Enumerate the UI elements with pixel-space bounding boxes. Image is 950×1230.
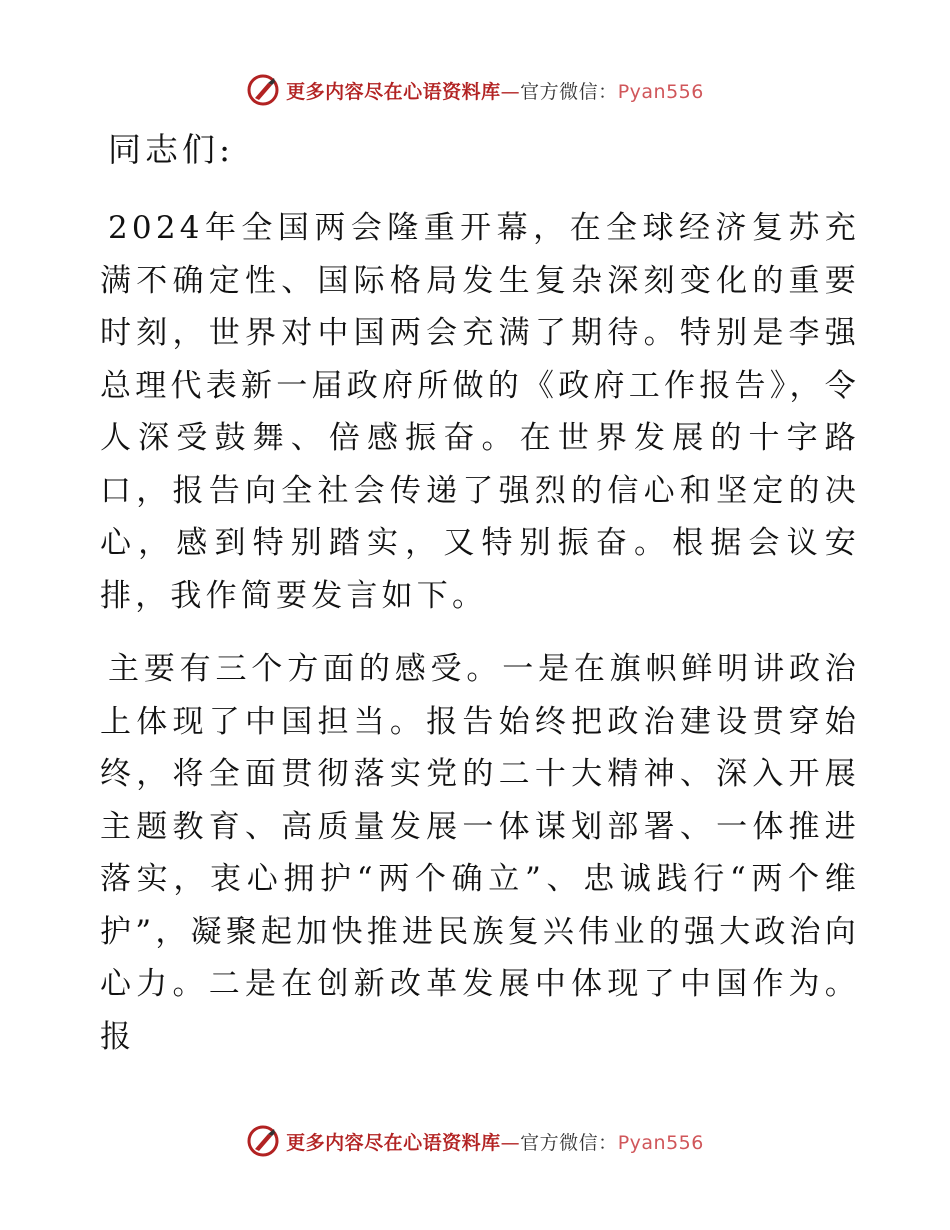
watermark-main: 更多内容尽在心语资料库 — [286, 80, 501, 103]
quill-logo-icon — [246, 73, 280, 107]
paragraph-2: 主要有三个方面的感受。一是在旗帜鲜明讲政治上体现了中国担当。报告始终把政治建设贯穿始终，将全面贯彻落实党的二十大精神、深入开展主题教育、高质量发展一体谋划部署、一体推进落实，衷心拥护“两个确立”、忠诚践行“两个维护”，凝聚起加快推进民族复兴伟业的强大政治向心力。二是在创新改革发展中体现了中国作为。报 — [100, 651, 860, 1055]
watermark-wechat-id: Pyan556 — [617, 80, 704, 103]
greeting: 同志们: — [108, 130, 235, 169]
document-body — [100, 124, 860, 1084]
watermark-wechat-id: Pyan556 — [617, 1131, 704, 1154]
paragraph-1: 2024年全国两会隆重开幕，在全球经济复苏充满不确定性、国际格局发生复杂深刻变化的重要时刻，世界对中国两会充满了期待。特别是李强总理代表新一届政府所做的《政府工作报告》，令人深受鼓舞、倍感振奋。在世界发展的十字路口，报告向全社会传递了强烈的信心和坚定的决心，感到特别踏实，又特别振奋。根据会议安排，我作简要发言如下。 — [100, 210, 860, 614]
watermark-separator: — — [500, 1131, 521, 1154]
watermark-text — [286, 1128, 704, 1155]
watermark-wechat-label: 官方微信： — [520, 80, 618, 103]
watermark-separator: — — [500, 80, 521, 103]
quill-logo-icon — [246, 1124, 280, 1158]
footer-watermark — [0, 1121, 950, 1161]
header-watermark — [0, 70, 950, 110]
watermark-wechat-label: 官方微信： — [520, 1131, 618, 1154]
watermark-text — [286, 77, 704, 104]
watermark-main: 更多内容尽在心语资料库 — [286, 1131, 501, 1154]
